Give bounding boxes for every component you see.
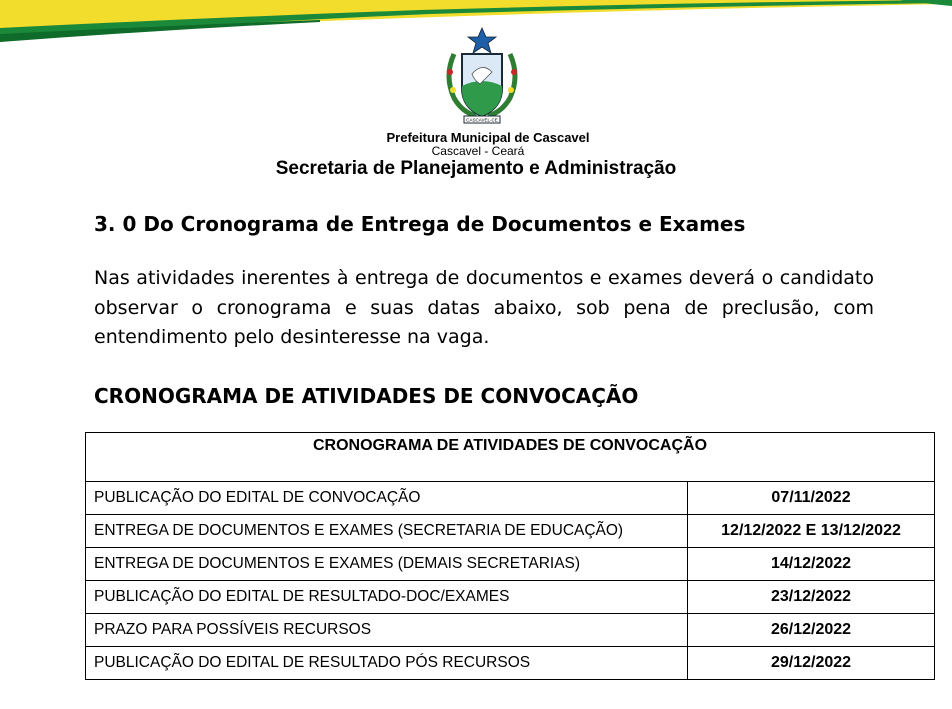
municipal-crest-logo bbox=[440, 26, 524, 130]
table-row bbox=[86, 515, 935, 548]
table-row bbox=[86, 482, 935, 515]
date-cell: 29/12/2022 bbox=[688, 647, 935, 680]
table-header-cell: CRONOGRAMA DE ATIVIDADES DE CONVOCAÇÃO bbox=[86, 433, 935, 482]
date-cell: 26/12/2022 bbox=[688, 614, 935, 647]
date-cell: 14/12/2022 bbox=[688, 548, 935, 581]
section-paragraph: Nas atividades inerentes à entrega de documentos e exames deverá o candidato observar o cronograma e suas datas abaixo, sob pena de preclusão, com entendimento pelo desinteresse na vaga. bbox=[94, 267, 874, 348]
date-cell: 12/12/2022 E 13/12/2022 bbox=[688, 515, 935, 548]
schedule-subtitle: CRONOGRAMA DE ATIVIDADES DE CONVOCAÇÃO bbox=[94, 384, 639, 408]
date-cell: 07/11/2022 bbox=[688, 482, 935, 515]
activity-cell: PUBLICAÇÃO DO EDITAL DE RESULTADO PÓS RECURSOS bbox=[86, 647, 688, 680]
section-title: 3. 0 Do Cronograma de Entrega de Documentos e Exames bbox=[94, 212, 746, 236]
table-row bbox=[86, 647, 935, 680]
table-row bbox=[86, 548, 935, 581]
activity-cell: PRAZO PARA POSSÍVEIS RECURSOS bbox=[86, 614, 688, 647]
table-header-row bbox=[86, 433, 935, 482]
department-name: Secretaria de Planejamento e Administração bbox=[275, 158, 677, 179]
org-name: Prefeitura Municipal de Cascavel bbox=[386, 130, 590, 145]
activity-cell: ENTREGA DE DOCUMENTOS E EXAMES (SECRETARIA DE EDUCAÇÃO) bbox=[86, 515, 688, 548]
activity-cell: PUBLICAÇÃO DO EDITAL DE RESULTADO-DOC/EXAMES bbox=[86, 581, 688, 614]
schedule-table bbox=[85, 432, 935, 680]
table-row bbox=[86, 614, 935, 647]
table-row bbox=[86, 581, 935, 614]
date-cell: 23/12/2022 bbox=[688, 581, 935, 614]
activity-cell: PUBLICAÇÃO DO EDITAL DE CONVOCAÇÃO bbox=[86, 482, 688, 515]
activity-cell: ENTREGA DE DOCUMENTOS E EXAMES (DEMAIS SECRETARIAS) bbox=[86, 548, 688, 581]
org-location: Cascavel - Ceará bbox=[431, 144, 525, 158]
crest-banner-text: CASCAVEL-CE bbox=[466, 117, 498, 123]
